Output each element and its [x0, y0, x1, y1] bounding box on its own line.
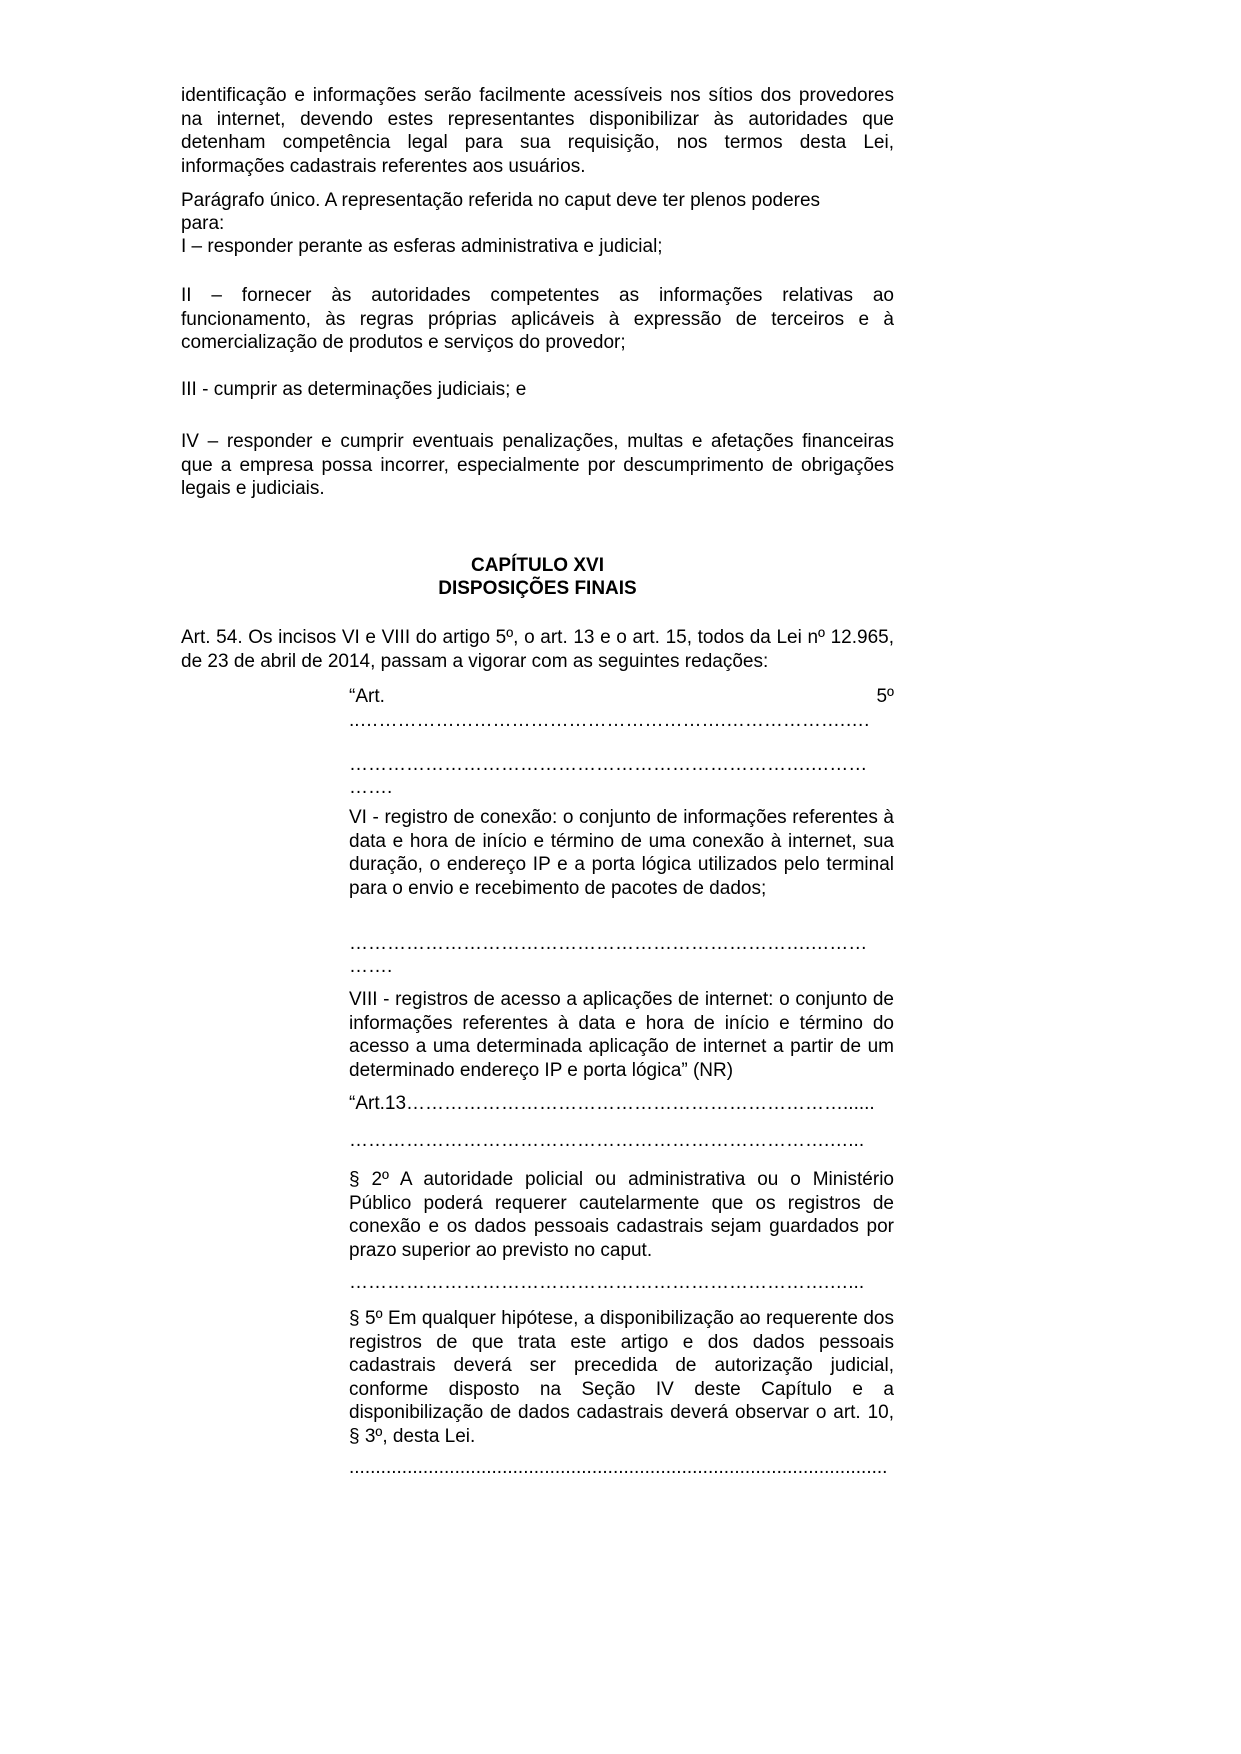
intro-paragraph: identificação e informações serão facilmente acessíveis nos sítios dos provedores na internet, devendo estes representantes disponibilizar às autoridades que detenham competência legal para sua requisição, nos termos desta Lei, informações cadastrais referentes aos usuários. [181, 85, 894, 177]
quoted-art5-heading [349, 685, 894, 709]
art5-label: “Art. [349, 686, 385, 707]
article-54: Art. 54. Os incisos VI e VIII do artigo 5º, o art. 13 e o art. 15, todos da Lei nº 12.965, de 23 de abril de 2014, passam a vigorar com as seguintes redações: [181, 627, 894, 672]
ellipsis-line: ………………………………………………………………….…... [349, 1130, 865, 1151]
inciso-i: I – responder perante as esferas administrativa e judicial; [181, 236, 663, 257]
inciso-iii: III - cumprir as determinações judiciais; e [181, 379, 527, 400]
ellipsis-line: ...................................................................................................... [349, 1457, 888, 1478]
inciso-iv: IV – responder e cumprir eventuais penalizações, multas e afetações financeiras que a empresa possa incorrer, especialmente por descumprimento de obrigações legais e judiciais. [181, 431, 894, 499]
paragrafo-unico-caput-line1: Parágrafo único. A representação referida no caput deve ter plenos poderes [181, 190, 821, 211]
ellipsis-line: ……. [349, 956, 393, 977]
paragrafo-unico-caput-line2: para: [181, 213, 225, 234]
ellipsis-line: ………………………………………………………………….…... [349, 1272, 865, 1293]
art5-number: 5º [876, 686, 894, 707]
ellipsis-line: ……………………………………………………………….……… [349, 754, 868, 775]
chapter-title: DISPOSIÇÕES FINAIS [438, 578, 637, 599]
chapter-number: CAPÍTULO XVI [470, 555, 604, 576]
inciso-viii: VIII - registros de acesso a aplicações de internet: o conjunto de informações referentes à data e hora de início e término do acesso a uma determinada aplicação de internet a partir de um determinado endereço IP e porta lógica” (NR) [349, 989, 894, 1081]
inciso-vi: VI - registro de conexão: o conjunto de informações referentes à data e hora de início e término de uma conexão à internet, sua duração, o endereço IP e a porta lógica utilizados pelo terminal para o envio e recebimento de pacotes de dados; [349, 807, 894, 899]
inciso-ii: II – fornecer às autoridades competentes as informações relativas ao funcionamento, às regras próprias aplicáveis à expressão de terceiros e à comercialização de produtos e serviços do provedor; [181, 285, 894, 353]
art13-heading: “Art.13……………………………………………………………...... [349, 1093, 875, 1114]
paragraph-5: § 5º Em qualquer hipótese, a disponibilização ao requerente dos registros de que trata este artigo e dos dados pessoais cadastrais deverá ser precedida de autorização judicial, conforme disposto na Seção IV deste Capítulo e a disponibilização de dados cadastrais deverá observar o art. 10, § 3º, desta Lei. [349, 1308, 894, 1447]
ellipsis-line: ……. [349, 777, 393, 798]
ellipsis-line: ..………………………………………………….……………….…. [349, 710, 870, 731]
paragraph-2: § 2º A autoridade policial ou administrativa ou o Ministério Público poderá requerer cautelarmente que os registros de conexão e os dados pessoais cadastrais sejam guardados por prazo superior ao previsto no caput. [349, 1169, 894, 1261]
ellipsis-line: ……………………………………………………………….……… [349, 933, 868, 954]
